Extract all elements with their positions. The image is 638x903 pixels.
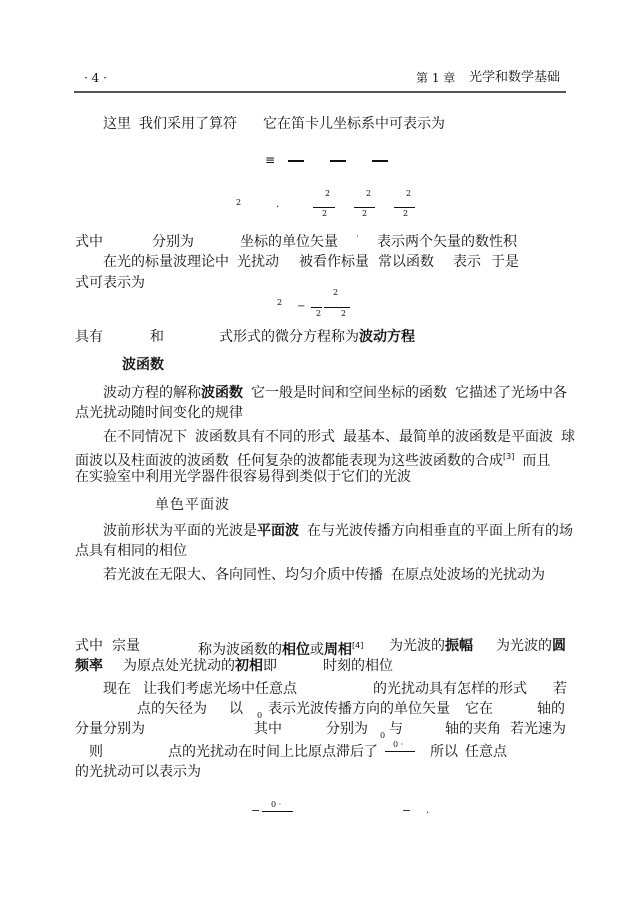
bold-term: 波动方程 — [359, 329, 415, 345]
text: 常以函数 — [378, 254, 434, 270]
text: 以 — [229, 701, 243, 717]
text: 点具有相同的相位 — [75, 543, 187, 559]
equation-minus: − — [297, 301, 306, 312]
bold-term: 平面波 — [257, 523, 299, 539]
equation-num: 2 — [333, 288, 339, 297]
equation-symbol: ≡ — [265, 153, 276, 167]
text: 坐标的单位矢量 — [240, 234, 338, 250]
text: 具有 — [75, 329, 103, 345]
text: 时刻的相位 — [323, 658, 393, 674]
equation-dot: . — [276, 199, 280, 210]
equation-den: 2 — [403, 209, 409, 218]
text: 所以 — [430, 744, 458, 760]
text: 表示光波传播方向的单位矢量 — [268, 701, 450, 717]
equation-minus: − — [251, 804, 261, 817]
fraction-bar — [288, 160, 304, 162]
text: 分别为 — [152, 234, 194, 250]
equation-num: 0 · — [271, 800, 282, 809]
subscript: 0 — [257, 711, 263, 720]
chapter-label: 第 1 章 — [416, 71, 456, 85]
fraction-bar — [262, 811, 293, 812]
text: 若光速为 — [510, 721, 566, 737]
chapter-title: 光学和数学基础 — [469, 70, 561, 85]
text: 最基本、最简单的波函数是平面波 — [343, 429, 553, 445]
text: 它描述了光场中各 — [455, 385, 567, 401]
equation-num: 2 — [406, 189, 412, 198]
text: 的光扰动具有怎样的形式 — [373, 681, 527, 697]
text: 分别为 — [326, 721, 368, 737]
text: 式可表示为 — [75, 275, 145, 291]
text: 轴的夹角 — [445, 721, 501, 737]
text-line — [75, 449, 550, 469]
text: 这里 — [103, 116, 131, 132]
text: 光扰动 — [237, 254, 279, 270]
text-line — [389, 638, 473, 654]
text: 点的光扰动在时间上比原点滞后了 — [168, 744, 378, 760]
text: 其中 — [254, 721, 282, 737]
text: · — [356, 232, 359, 242]
bold-term: 周相 — [324, 642, 352, 658]
text: 表示 — [453, 254, 481, 270]
text: 表示两个矢量的数性积 — [377, 234, 517, 250]
text-line — [219, 329, 415, 345]
text: 波前形状为平面的光波是 — [103, 523, 257, 539]
text: 波函数具有不同的形式 — [195, 429, 335, 445]
text: 球 — [561, 429, 575, 445]
text: 分量分别为 — [75, 721, 145, 737]
text: 波动方程的解称 — [103, 385, 201, 401]
text: 式形式的微分方程称为 — [219, 329, 359, 345]
text-line — [103, 567, 545, 583]
text: 现在 — [103, 681, 131, 697]
bold-term: 振幅 — [445, 638, 473, 654]
text: 轴的 — [537, 701, 565, 717]
equation-num: 2 — [366, 189, 372, 198]
header-rule — [74, 91, 566, 93]
text: 或 — [310, 642, 324, 658]
text: 在与光波传播方向相垂直的平面上所有的场 — [307, 523, 573, 539]
bold-term: 初相 — [235, 658, 263, 674]
text-line — [103, 429, 575, 445]
text-line — [123, 658, 263, 674]
bold-term: 圆 — [552, 638, 566, 654]
text: 在不同情况下 — [103, 429, 187, 445]
text: 若光波在无限大、各向同性、均匀介质中传播 — [103, 567, 383, 583]
text: 与 — [389, 721, 403, 737]
equation-sup: 2 — [277, 298, 283, 307]
fraction-bar — [354, 207, 375, 208]
fraction-bar — [311, 307, 322, 308]
text: 式中 — [75, 234, 103, 250]
fraction-bar — [313, 207, 335, 208]
text: 我们采用了算符 — [139, 116, 237, 132]
equation-den: 2 — [322, 209, 328, 218]
text: 它一般是时间和空间坐标的函数 — [251, 385, 447, 401]
citation[interactable]: [3] — [503, 452, 515, 461]
text: 点的矢径为 — [137, 701, 207, 717]
text-line — [198, 638, 363, 658]
text: 面波以及柱面波的波函数 — [75, 453, 229, 469]
equation-den: 2 — [341, 309, 347, 318]
equation-dot: . — [426, 805, 430, 816]
text: 宗量 — [112, 638, 140, 654]
text: 点光扰动随时间变化的规律 — [75, 405, 243, 421]
text-line — [103, 385, 567, 401]
text: 它在 — [465, 701, 493, 717]
text: 的光扰动可以表示为 — [75, 764, 201, 780]
equation-num: 0 · — [393, 740, 404, 749]
text: 让我们考虑光场中任意点 — [143, 681, 297, 697]
text: 而且 — [522, 453, 551, 469]
text-line — [103, 523, 573, 539]
text: 在光的标量波理论中 — [103, 254, 229, 270]
text: 为光波的 — [389, 638, 445, 654]
text: 为光波的 — [496, 638, 552, 654]
text: 为原点处光扰动的 — [123, 658, 235, 674]
equation-den: 2 — [362, 209, 368, 218]
text: 任意点 — [465, 744, 507, 760]
text: 被看作标量 — [299, 254, 369, 270]
text: 则 — [89, 744, 103, 760]
equation-num: 2 — [325, 189, 331, 198]
equation-minus: − — [402, 804, 412, 817]
text: 它在笛卡儿坐标系中可表示为 — [263, 116, 445, 132]
text: 在原点处波场的光扰动为 — [391, 567, 545, 583]
citation[interactable]: [4] — [352, 641, 364, 650]
fraction-bar — [324, 307, 350, 308]
text-line — [496, 638, 566, 654]
fraction-bar — [372, 160, 388, 162]
fraction-bar — [330, 160, 346, 162]
bold-term: 波函数 — [201, 385, 243, 401]
subsection-heading: 单色平面波 — [155, 497, 230, 513]
text: 任何复杂的波都能表现为这些波函数的合成 — [237, 453, 503, 469]
fraction-bar — [394, 207, 415, 208]
text: 和 — [150, 329, 164, 345]
equation-den: 2 — [316, 309, 322, 318]
text: 若 — [553, 681, 567, 697]
text: 式中 — [75, 638, 103, 654]
section-heading: 波函数 — [122, 357, 164, 373]
text: 即 — [263, 658, 277, 674]
equation-sup: 2 — [236, 198, 242, 207]
text: 称为波函数的 — [198, 642, 282, 658]
bold-term: 相位 — [282, 642, 310, 658]
text: 在实验室中利用光学器件很容易得到类似于它们的光波 — [75, 469, 411, 485]
subscript: 0 — [380, 731, 386, 740]
fraction-bar — [385, 751, 415, 752]
bold-term: 频率 — [75, 658, 103, 674]
page-number: · 4 · — [84, 71, 107, 85]
text: 于是 — [491, 254, 519, 270]
